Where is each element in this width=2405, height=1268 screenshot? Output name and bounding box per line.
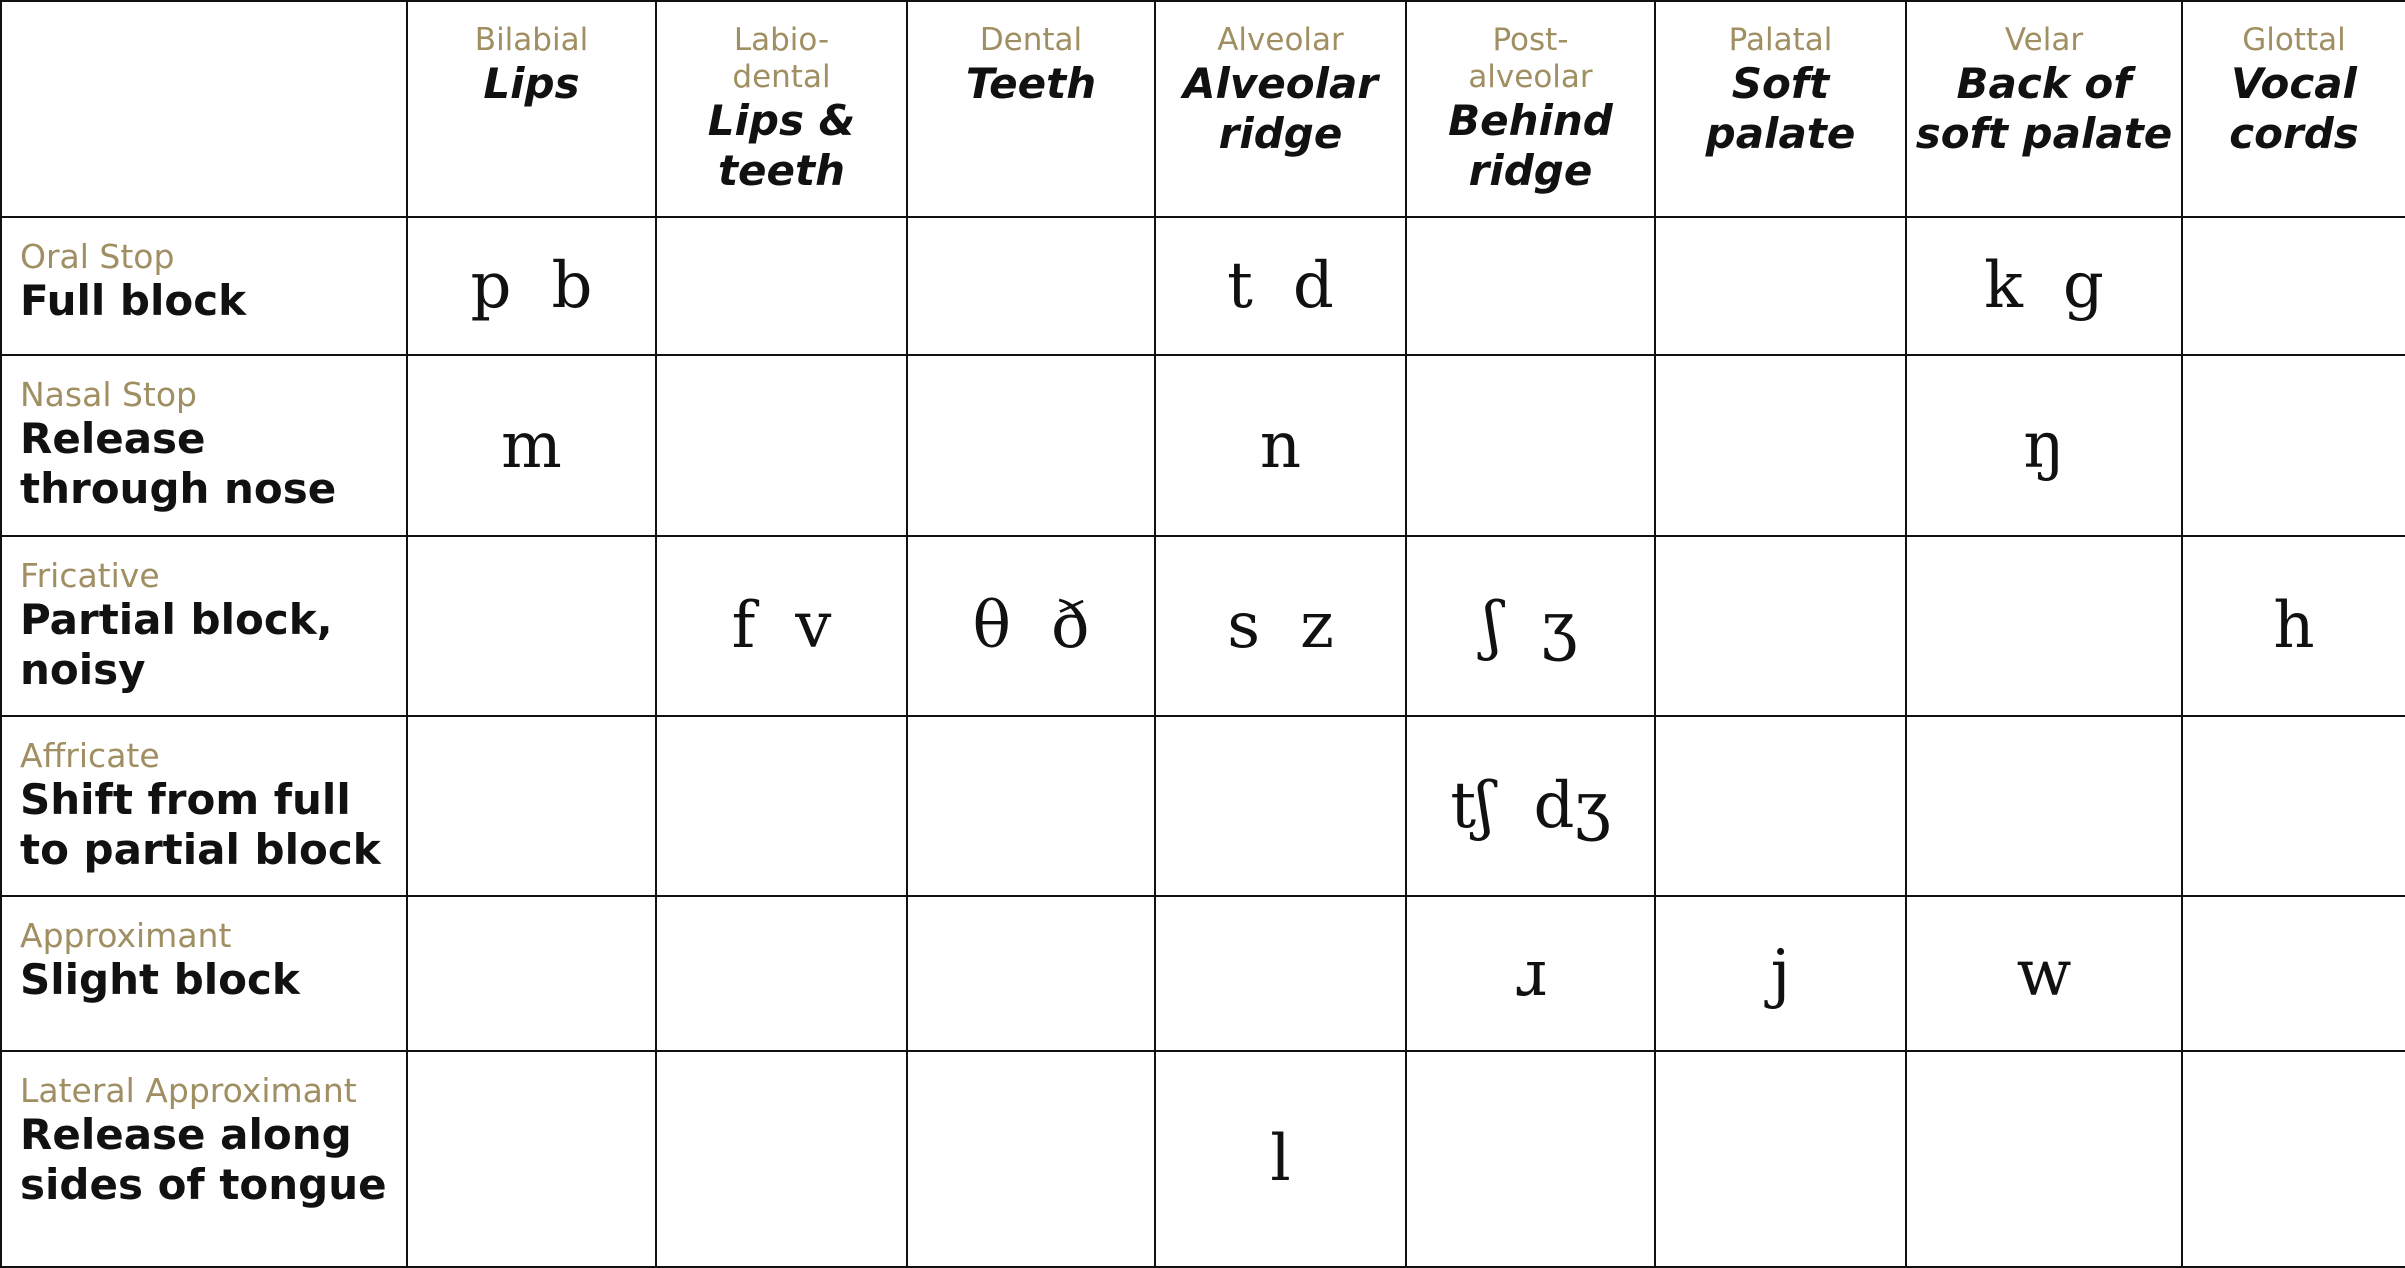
phoneme-symbol: m bbox=[501, 408, 562, 483]
phoneme-cell bbox=[1406, 217, 1655, 355]
articulator-description: Behind ridge bbox=[1448, 96, 1613, 195]
phoneme-cell bbox=[1406, 896, 1655, 1051]
articulator-description: Alveolar ridge bbox=[1182, 59, 1379, 158]
phoneme-cell bbox=[1655, 355, 1906, 536]
column-header bbox=[1406, 1, 1655, 217]
phoneme-symbol: ʒ bbox=[1541, 589, 1578, 663]
phoneme-cell bbox=[1406, 536, 1655, 716]
manner-of-articulation-label: Nasal Stop bbox=[20, 375, 198, 414]
phoneme-cell bbox=[407, 896, 656, 1051]
articulator-description: Teeth bbox=[965, 59, 1097, 108]
phoneme-cell bbox=[1155, 716, 1406, 896]
row-header bbox=[1, 217, 407, 355]
phoneme-cell bbox=[407, 536, 656, 716]
manner-row bbox=[1, 896, 2405, 1051]
row-header bbox=[1, 716, 407, 896]
phoneme-cell bbox=[1406, 1051, 1655, 1267]
phoneme-cell bbox=[656, 716, 907, 896]
phoneme-cell bbox=[1655, 217, 1906, 355]
phoneme-cell bbox=[1155, 355, 1406, 536]
place-of-articulation-label: Alveolar bbox=[1217, 22, 1344, 58]
place-of-articulation-label: Labio- dental bbox=[732, 22, 831, 95]
header-row bbox=[1, 1, 2405, 217]
phoneme-symbol: t bbox=[1227, 249, 1253, 323]
manner-description: Release along sides of tongue bbox=[20, 1110, 387, 1209]
place-of-articulation-label: Velar bbox=[2004, 22, 2084, 58]
manner-description: Full block bbox=[20, 276, 247, 325]
row-header bbox=[1, 355, 407, 536]
phoneme-symbol: d bbox=[1292, 249, 1334, 323]
corner-cell bbox=[1, 1, 407, 217]
phoneme-cell bbox=[1155, 536, 1406, 716]
phoneme-cell bbox=[1406, 355, 1655, 536]
phoneme-cell bbox=[1406, 716, 1655, 896]
phoneme-cell bbox=[1655, 536, 1906, 716]
phoneme-cell bbox=[2182, 536, 2405, 716]
phoneme-cell bbox=[907, 716, 1155, 896]
phoneme-symbol: h bbox=[2273, 589, 2315, 663]
manner-description: Release through nose bbox=[20, 414, 337, 513]
manner-description: Shift from full to partial block bbox=[20, 775, 381, 874]
phoneme-cell bbox=[1906, 355, 2182, 536]
manner-row bbox=[1, 1051, 2405, 1267]
column-header bbox=[1906, 1, 2182, 217]
phoneme-cell bbox=[656, 1051, 907, 1267]
phoneme-cell bbox=[1655, 1051, 1906, 1267]
phoneme-cell bbox=[407, 355, 656, 536]
phoneme-symbol: n bbox=[1259, 408, 1302, 483]
phoneme-symbol: k bbox=[1984, 249, 2023, 323]
place-of-articulation-label: Post- alveolar bbox=[1468, 22, 1593, 95]
manner-description: Partial block, noisy bbox=[20, 595, 333, 694]
manner-of-articulation-label: Affricate bbox=[20, 736, 160, 775]
phoneme-cell bbox=[407, 716, 656, 896]
phoneme-cell bbox=[1906, 217, 2182, 355]
phoneme-symbol: z bbox=[1300, 589, 1334, 663]
row-header bbox=[1, 896, 407, 1051]
articulator-description: Back of soft palate bbox=[1915, 59, 2173, 158]
manner-row bbox=[1, 536, 2405, 716]
phoneme-symbol: j bbox=[1770, 936, 1791, 1011]
column-header bbox=[907, 1, 1155, 217]
phoneme-symbol: s bbox=[1227, 589, 1261, 663]
column-header bbox=[407, 1, 656, 217]
phoneme-symbol: ɹ bbox=[1514, 936, 1547, 1011]
manner-description: Slight block bbox=[20, 955, 300, 1004]
place-of-articulation-label: Glottal bbox=[2242, 22, 2346, 58]
phoneme-symbol: v bbox=[795, 589, 832, 663]
manner-of-articulation-label: Fricative bbox=[20, 556, 160, 595]
phoneme-symbol: b bbox=[551, 249, 593, 323]
phoneme-symbol: g bbox=[2062, 249, 2104, 323]
manner-of-articulation-label: Approximant bbox=[20, 916, 232, 955]
phoneme-cell bbox=[907, 355, 1155, 536]
phoneme-symbol: ŋ bbox=[2023, 408, 2065, 483]
phoneme-cell bbox=[1655, 716, 1906, 896]
manner-row bbox=[1, 716, 2405, 896]
phoneme-symbol: θ bbox=[972, 589, 1011, 663]
phoneme-cell bbox=[1906, 896, 2182, 1051]
articulator-description: Lips bbox=[483, 59, 580, 108]
phoneme-symbol: ʃ bbox=[1483, 589, 1502, 663]
phoneme-cell bbox=[1906, 1051, 2182, 1267]
phoneme-cell bbox=[656, 217, 907, 355]
articulator-description: Soft palate bbox=[1705, 59, 1856, 158]
manner-row bbox=[1, 217, 2405, 355]
phoneme-symbol: f bbox=[731, 589, 756, 663]
phoneme-cell bbox=[1906, 716, 2182, 896]
phoneme-cell bbox=[907, 1051, 1155, 1267]
phoneme-cell bbox=[1655, 896, 1906, 1051]
phoneme-cell bbox=[1906, 536, 2182, 716]
column-header bbox=[1155, 1, 1406, 217]
phoneme-symbol: w bbox=[2016, 936, 2072, 1011]
phoneme-cell bbox=[2182, 716, 2405, 896]
place-of-articulation-label: Palatal bbox=[1728, 22, 1833, 58]
phoneme-cell bbox=[2182, 896, 2405, 1051]
phoneme-cell bbox=[407, 217, 656, 355]
phoneme-symbol: p bbox=[470, 249, 512, 323]
phoneme-symbol: l bbox=[1270, 1122, 1291, 1196]
column-header bbox=[656, 1, 907, 217]
column-header bbox=[2182, 1, 2405, 217]
phoneme-cell bbox=[2182, 217, 2405, 355]
phoneme-cell bbox=[1155, 1051, 1406, 1267]
phoneme-cell bbox=[907, 896, 1155, 1051]
phoneme-cell bbox=[907, 217, 1155, 355]
phoneme-cell bbox=[1155, 217, 1406, 355]
phoneme-cell bbox=[656, 536, 907, 716]
phoneme-cell bbox=[2182, 1051, 2405, 1267]
phoneme-cell bbox=[656, 896, 907, 1051]
place-of-articulation-label: Bilabial bbox=[474, 22, 589, 58]
articulator-description: Vocal cords bbox=[2229, 59, 2359, 158]
phoneme-symbol: ð bbox=[1051, 589, 1090, 663]
phoneme-symbol: dʒ bbox=[1533, 769, 1611, 843]
phoneme-cell bbox=[1155, 896, 1406, 1051]
manner-of-articulation-label: Oral Stop bbox=[20, 237, 175, 276]
place-of-articulation-label: Dental bbox=[979, 22, 1083, 58]
articulator-description: Lips & teeth bbox=[707, 96, 856, 195]
manner-of-articulation-label: Lateral Approximant bbox=[20, 1071, 357, 1110]
phoneme-cell bbox=[2182, 355, 2405, 536]
phoneme-cell bbox=[907, 536, 1155, 716]
phoneme-cell bbox=[407, 1051, 656, 1267]
row-header bbox=[1, 1051, 407, 1267]
row-header bbox=[1, 536, 407, 716]
manner-row bbox=[1, 355, 2405, 536]
column-header bbox=[1655, 1, 1906, 217]
phoneme-cell bbox=[656, 355, 907, 536]
phoneme-symbol: tʃ bbox=[1450, 769, 1494, 843]
chart-body bbox=[1, 217, 2405, 1267]
